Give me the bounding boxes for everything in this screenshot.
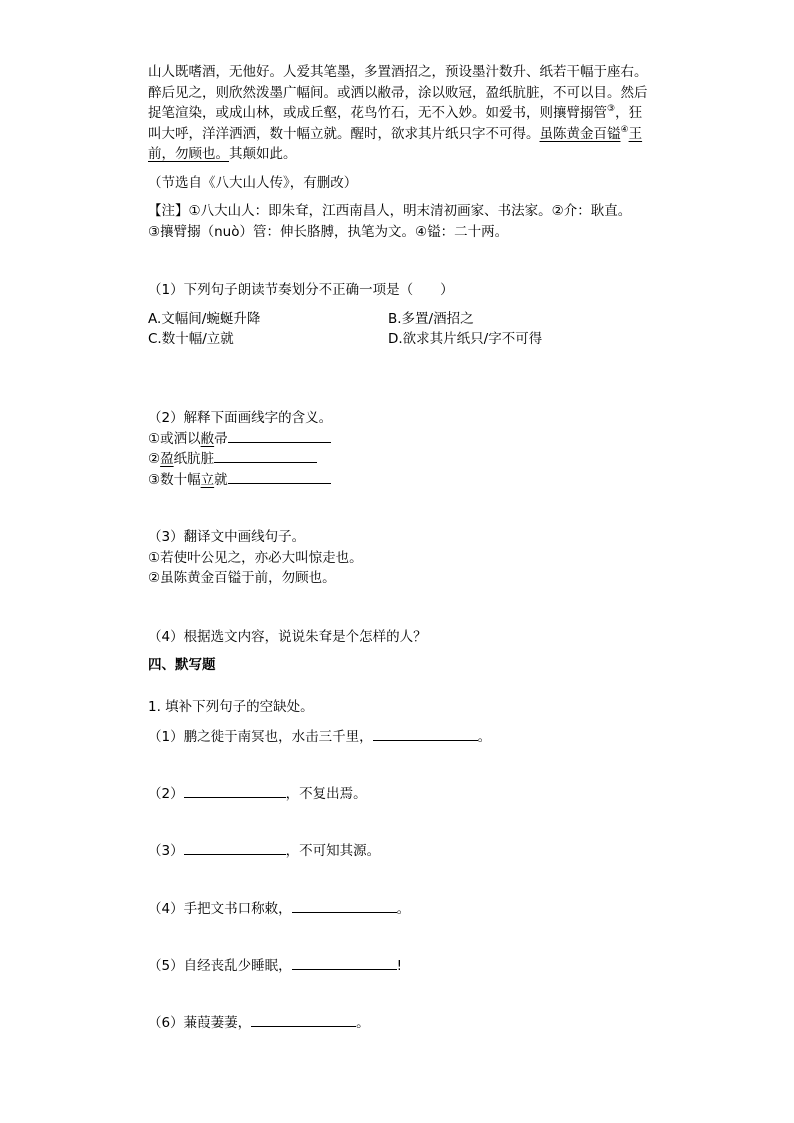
option-d[interactable]: D.欲求其片纸只/字不可得 [388,331,543,347]
option-b[interactable]: B.多置/酒招之 [388,311,474,327]
item-number: ① [148,430,161,447]
passage-line [148,103,678,124]
underlined-sentence: 王 [628,125,643,142]
annotation-line: ③攘臂搦（nuò）管：伸长胳膊，执笔为文。④镒：二十两。 [148,223,509,240]
fill-item-2 [148,784,678,805]
fill-item-1 [148,727,678,748]
passage-text: 醉后见之，则欣然泼墨广幅间。或洒以敝帚，涂以败冠，盈纸肮脏，不可以目。然后 [148,84,648,101]
fill-text: （2） [148,786,184,802]
item-text: 或洒以 [160,430,201,447]
underlined-char: 敝 [200,430,215,447]
passage-line [148,62,678,83]
annotation-line: 【注】①八大山人：即朱耷，江西南昌人，明末清初画家、书法家。②介：耿直。 [148,203,632,219]
section-intro: 1. 填补下列句子的空缺处。 [148,699,314,715]
passage-line [148,124,678,145]
answer-blank[interactable] [292,957,397,970]
passage [148,62,678,165]
q3-sentence-1: ①若使叶公见之，亦必大叫惊走也。 [148,549,363,566]
fill-text: 。 [396,901,411,917]
item-number: ③ [148,471,161,488]
item-text: 帚 [214,430,228,447]
question-3 [148,527,678,589]
source-citation: （节选自《八大山人传》，有删改） [148,175,358,191]
fill-text: 。 [477,729,492,745]
answer-blank[interactable] [292,900,397,913]
underlined-char: 盈 [160,451,174,467]
fill-text: ，不可知其源。 [285,843,381,859]
answer-blank[interactable] [228,471,331,484]
answer-blank[interactable] [184,842,286,855]
answer-blank[interactable] [184,785,286,798]
fill-text: （4）手把文书口称敕， [148,901,292,917]
question-2 [148,408,678,490]
underlined-sentence: 前，勿顾也。 [148,146,229,162]
passage-line [148,83,678,104]
fill-text: （5）自经丧乱少睡眠， [148,958,292,974]
section-heading: 四、默写题 [148,657,216,673]
fill-text: （6）蒹葭萋萋， [148,1015,252,1031]
passage-text: 其颠如此。 [229,146,297,162]
item-text: 数十幅 [160,471,201,488]
annotation [148,201,678,242]
fill-text: 。 [356,1015,370,1031]
answer-blank[interactable] [228,430,331,443]
answer-blank[interactable] [251,1014,356,1027]
fill-text: ，不复出焉。 [285,786,367,802]
fill-text: （1）鹏之徙于南冥也，水击三千里， [148,729,373,745]
passage-text: 叫大呼，洋洋洒洒，数十幅立就。醒时，欲求其片纸只字不可得。 [148,125,540,142]
option-c[interactable]: C.数十幅/立就 [148,331,234,347]
fill-text: （3） [148,843,184,859]
passage-text: 捉笔渲染，或成山林，或成丘壑，花鸟竹石，无不入妙。如爱书，则攘臂搦管 [148,105,607,121]
q3-sentence-2: ②虽陈黄金百镒于前，勿顾也。 [148,570,336,586]
q2-item-2 [148,449,678,470]
fill-text: ! [396,958,403,974]
fill-item-5 [148,956,678,977]
footnote-marker: ④ [620,124,629,135]
passage-line [148,144,678,165]
item-text: 就 [214,471,228,488]
item-number: ② [148,451,161,467]
q2-item-1 [148,429,678,450]
passage-text: 山人既嗜酒，无他好。人爱其笔墨，多置酒招之，预设墨汁数升、纸若干幅于座右。 [148,64,648,80]
fill-item-3 [148,841,678,862]
fill-item-6 [148,1013,678,1034]
option-a[interactable]: A.文幅间/蜿蜒升降 [148,311,261,327]
underlined-char: 立 [200,471,215,488]
question-3-stem: （3）翻译文中画线句子。 [148,529,306,545]
footnote-marker: ③ [607,104,616,114]
answer-blank[interactable] [214,450,317,463]
underlined-sentence: 虽陈黄金百镒 [539,125,621,142]
answer-blank[interactable] [373,728,478,741]
question-1-stem: （1）下列句子朗读节奏划分不正确一项是（ ） [148,282,454,298]
question-2-stem: （2）解释下面画线字的含义。 [148,410,333,426]
q2-item-3 [148,470,678,491]
question-4-stem: （4）根据选文内容，说说朱耷是个怎样的人？ [148,629,427,645]
item-text: 纸肮脏 [173,451,215,467]
fill-item-4 [148,899,678,920]
passage-text: ，狂 [615,105,643,121]
